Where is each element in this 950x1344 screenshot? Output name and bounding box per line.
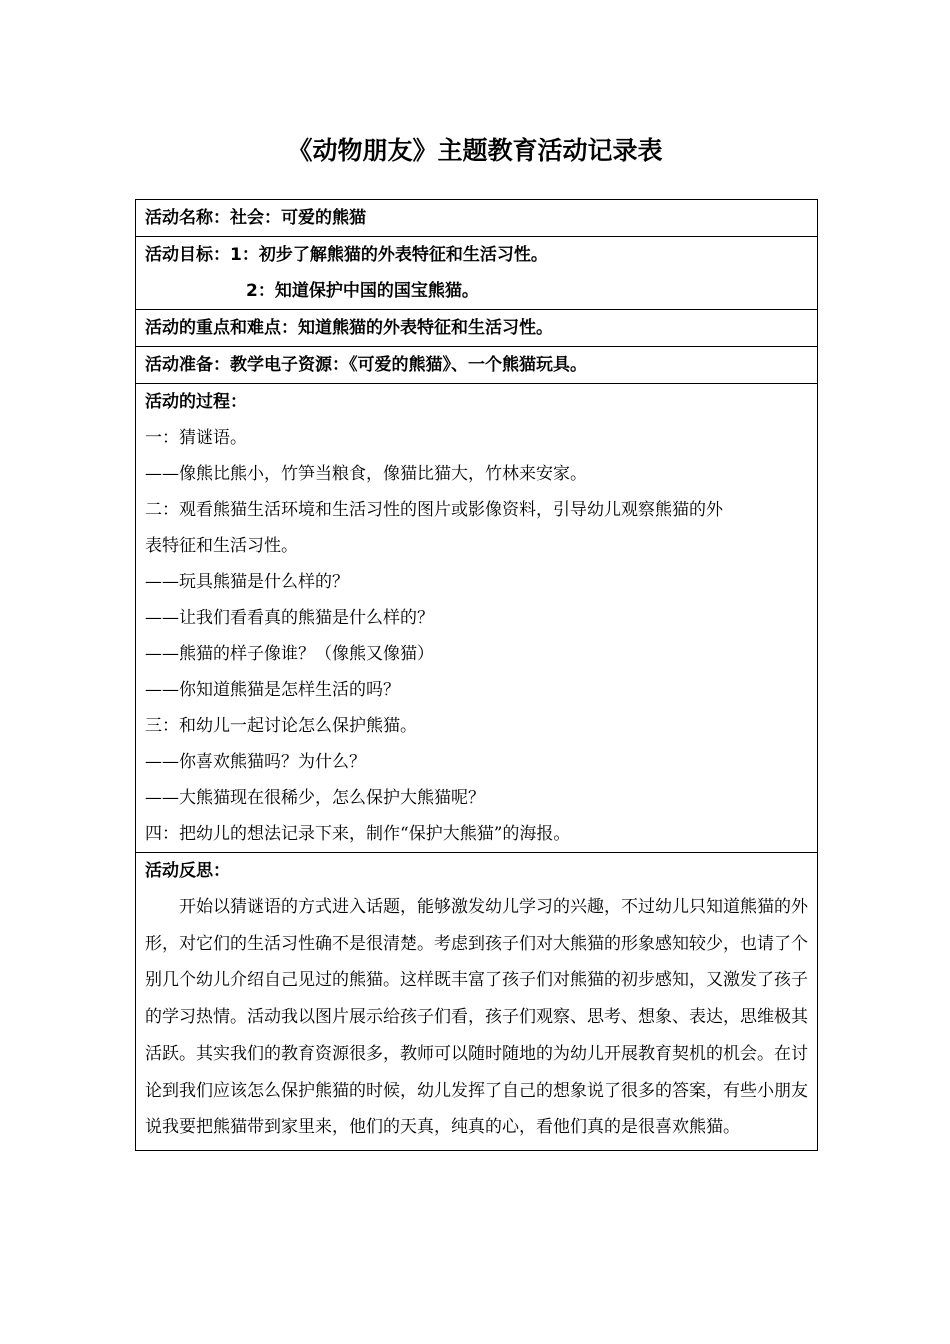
process-line: 三：和幼儿一起讨论怎么保护熊猫。 [145, 716, 417, 736]
process-line: ——大熊猫现在很稀少，怎么保护大熊猫呢？ [145, 788, 485, 808]
reflection-row [136, 852, 817, 1150]
reflection-text: 开始以猜谜语的方式进入话题，能够激发幼儿学习的兴趣，不过幼儿只知道熊猫的外形，对它们的生活习性确不是很清楚。考虑到孩子们对大熊猫的形象感知较少，也请了个别几个幼儿介绍自己见过的熊猫。这样既丰富了孩子们对熊猫的初步感知，又激发了孩子的学习热情。活动我以图片展示给孩子们看，孩子们观察、思考、想象、表达，思维极其活跃。其实我们的教育资源很多，教师可以随时随地的为幼儿开展教育契机的机会。在讨论到我们应该怎么保护熊猫的时候，幼儿发挥了自己的想象说了很多的答案，有些小朋友说我要把熊猫带到家里来，他们的天真，纯真的心，看他们真的是很喜欢熊猫。 [145, 897, 808, 1138]
preparation-row [136, 346, 817, 383]
activity-goal-1: 活动目标：1：初步了解熊猫的外表特征和生活习性。 [145, 245, 548, 265]
key-points: 活动的重点和难点：知道熊猫的外表特征和生活习性。 [145, 318, 553, 338]
preparation: 活动准备：教学电子资源：《可爱的熊猫》、一个熊猫玩具。 [145, 355, 587, 375]
process-line: ——熊猫的样子像谁？（像熊又像猫） [145, 644, 434, 664]
process-line: 一：猜谜语。 [145, 428, 247, 448]
process-line: 四：把幼儿的想法记录下来，制作“保护大熊猫”的海报。 [145, 824, 571, 844]
process-line: ——像熊比熊小，竹笋当粮食，像猫比猫大，竹林来安家。 [145, 464, 587, 484]
process-line: ——玩具熊猫是什么样的？ [145, 572, 349, 592]
key-points-row [136, 309, 817, 346]
activity-name: 活动名称：社会：可爱的熊猫 [145, 208, 366, 228]
process-line: ——你知道熊猫是怎样生活的吗？ [145, 680, 400, 700]
reflection-heading: 活动反思： [145, 861, 230, 881]
activity-goal-2: 2：知道保护中国的国宝熊猫。 [246, 281, 479, 301]
activity-record-table [135, 199, 818, 1151]
process-line: 表特征和生活习性。 [145, 536, 298, 556]
process-heading: 活动的过程： [145, 392, 247, 412]
activity-goals-row [136, 236, 817, 309]
process-line: ——让我们看看真的熊猫是什么样的？ [145, 608, 434, 628]
activity-name-row [136, 200, 817, 236]
page-title: 《动物朋友》主题教育活动记录表 [287, 136, 663, 165]
process-line: ——你喜欢熊猫吗？为什么？ [145, 752, 366, 772]
process-line: 二：观看熊猫生活环境和生活习性的图片或影像资料，引导幼儿观察熊猫的外 [145, 500, 723, 520]
process-row [136, 383, 817, 852]
